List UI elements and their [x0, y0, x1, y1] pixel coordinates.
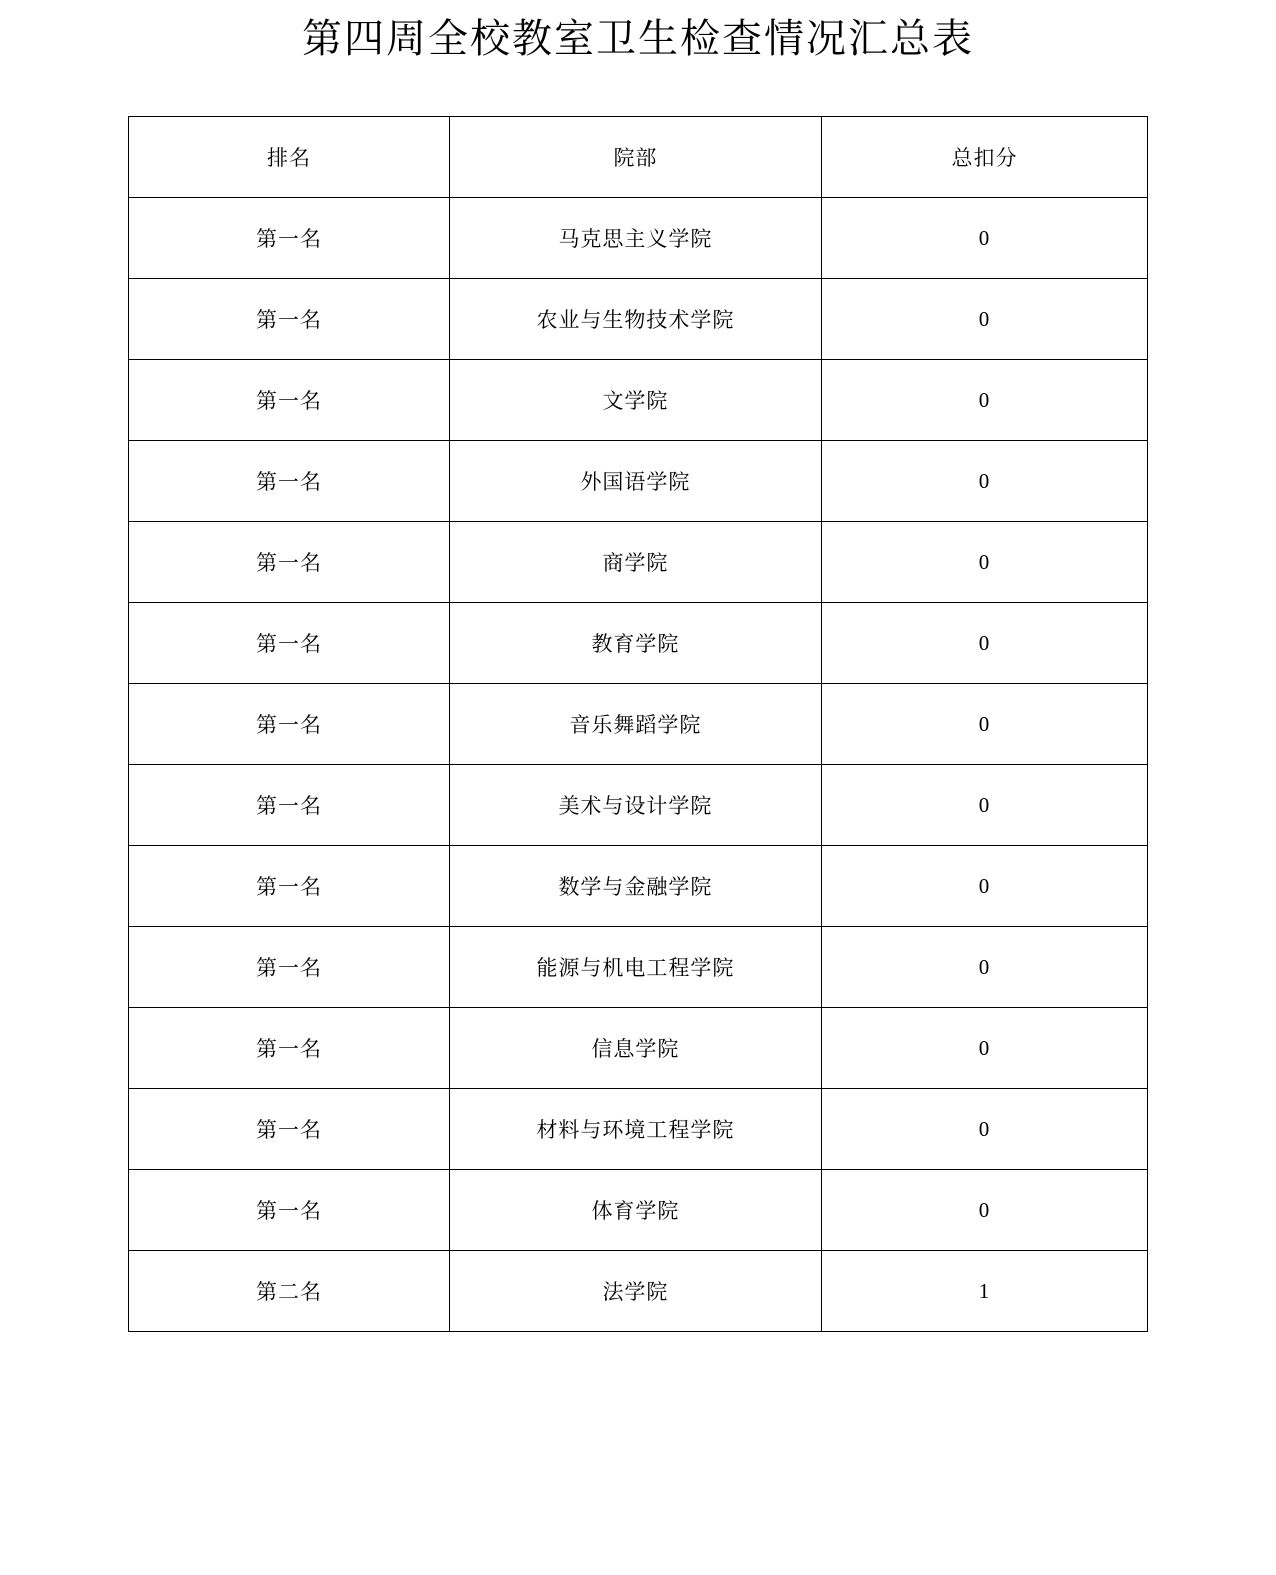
cell-rank: 第一名 — [129, 1170, 450, 1251]
cell-department: 马克思主义学院 — [449, 198, 821, 279]
cell-score: 1 — [821, 1251, 1147, 1332]
table-row — [129, 927, 1148, 1008]
cell-department: 音乐舞蹈学院 — [449, 684, 821, 765]
cell-department: 材料与环境工程学院 — [449, 1089, 821, 1170]
cell-rank: 第一名 — [129, 198, 450, 279]
table-row — [129, 279, 1148, 360]
table-row — [129, 1008, 1148, 1089]
cell-department: 外国语学院 — [449, 441, 821, 522]
cell-rank: 第一名 — [129, 765, 450, 846]
table-row — [129, 765, 1148, 846]
table-row — [129, 1170, 1148, 1251]
table-row — [129, 1251, 1148, 1332]
cell-score: 0 — [821, 522, 1147, 603]
table-row — [129, 360, 1148, 441]
cell-score: 0 — [821, 684, 1147, 765]
column-header-total-deduction: 总扣分 — [821, 117, 1147, 198]
cell-rank: 第一名 — [129, 1089, 450, 1170]
page-title: 第四周全校教室卫生检查情况汇总表 — [302, 16, 974, 61]
table-container — [0, 116, 1276, 1332]
hygiene-summary-table — [128, 116, 1148, 1332]
table-row — [129, 846, 1148, 927]
cell-department: 农业与生物技术学院 — [449, 279, 821, 360]
cell-score: 0 — [821, 765, 1147, 846]
cell-department: 体育学院 — [449, 1170, 821, 1251]
cell-score: 0 — [821, 603, 1147, 684]
table-row — [129, 684, 1148, 765]
cell-score: 0 — [821, 360, 1147, 441]
cell-score: 0 — [821, 846, 1147, 927]
cell-score: 0 — [821, 198, 1147, 279]
cell-score: 0 — [821, 279, 1147, 360]
cell-score: 0 — [821, 927, 1147, 1008]
cell-rank: 第一名 — [129, 279, 450, 360]
table-header — [129, 117, 1148, 198]
cell-department: 美术与设计学院 — [449, 765, 821, 846]
cell-department: 文学院 — [449, 360, 821, 441]
table-row — [129, 198, 1148, 279]
table-header-row — [129, 117, 1148, 198]
table-row — [129, 603, 1148, 684]
cell-score: 0 — [821, 1170, 1147, 1251]
cell-department: 信息学院 — [449, 1008, 821, 1089]
cell-department: 教育学院 — [449, 603, 821, 684]
cell-rank: 第一名 — [129, 603, 450, 684]
cell-department: 数学与金融学院 — [449, 846, 821, 927]
cell-rank: 第一名 — [129, 522, 450, 603]
column-header-department: 院部 — [449, 117, 821, 198]
table-row — [129, 1089, 1148, 1170]
table-row — [129, 522, 1148, 603]
cell-department: 法学院 — [449, 1251, 821, 1332]
cell-score: 0 — [821, 441, 1147, 522]
cell-rank: 第一名 — [129, 1008, 450, 1089]
cell-rank: 第一名 — [129, 846, 450, 927]
table-row — [129, 441, 1148, 522]
cell-department: 商学院 — [449, 522, 821, 603]
cell-rank: 第一名 — [129, 360, 450, 441]
cell-score: 0 — [821, 1008, 1147, 1089]
cell-department: 能源与机电工程学院 — [449, 927, 821, 1008]
cell-rank: 第一名 — [129, 927, 450, 1008]
table-body — [129, 198, 1148, 1332]
cell-rank: 第一名 — [129, 441, 450, 522]
cell-rank: 第二名 — [129, 1251, 450, 1332]
cell-score: 0 — [821, 1089, 1147, 1170]
cell-rank: 第一名 — [129, 684, 450, 765]
column-header-rank: 排名 — [129, 117, 450, 198]
